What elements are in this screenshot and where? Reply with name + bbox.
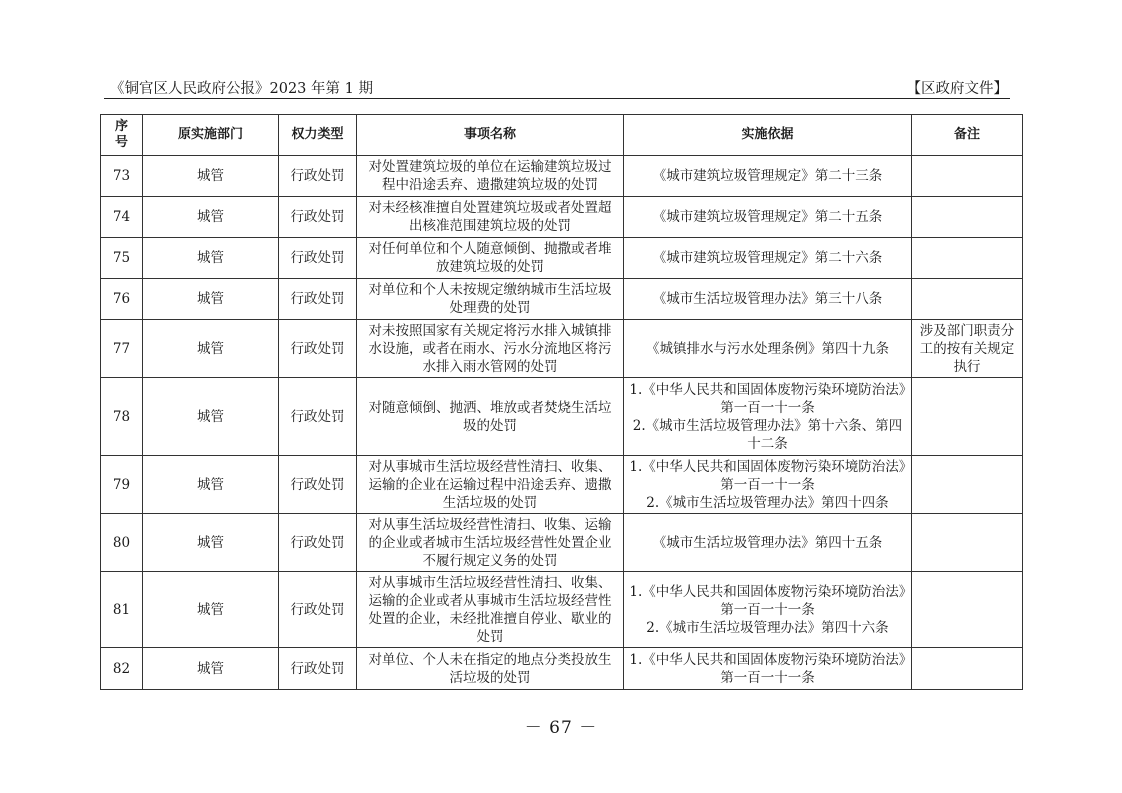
table-row	[101, 514, 1023, 572]
cell-type: 行政处罚	[279, 279, 357, 320]
cell-type: 行政处罚	[279, 238, 357, 279]
cell-note	[912, 572, 1023, 648]
cell-note	[912, 648, 1023, 690]
cell-dept: 城管	[143, 156, 279, 197]
column-header-note: 备注	[912, 115, 1023, 156]
cell-seq: 74	[101, 197, 143, 238]
cell-seq: 78	[101, 378, 143, 456]
cell-dept: 城管	[143, 514, 279, 572]
cell-basis: 1.《中华人民共和国固体废物污染环境防治法》第一百一十一条 2.《城市生活垃圾管理办法》第十六条、第四十二条	[624, 378, 912, 456]
cell-basis: 《城市生活垃圾管理办法》第三十八条	[624, 279, 912, 320]
cell-dept: 城管	[143, 456, 279, 514]
cell-type: 行政处罚	[279, 320, 357, 378]
page-number: － 67 －	[524, 718, 598, 738]
cell-note	[912, 456, 1023, 514]
cell-basis: 1.《中华人民共和国固体废物污染环境防治法》第一百一十一条 2.《城市生活垃圾管理办法》第四十四条	[624, 456, 912, 514]
cell-item: 对任何单位和个人随意倾倒、抛撒或者堆放建筑垃圾的处罚	[357, 238, 624, 279]
cell-seq: 76	[101, 279, 143, 320]
cell-type: 行政处罚	[279, 648, 357, 690]
cell-item: 对从事城市生活垃圾经营性清扫、收集、运输的企业在运输过程中沿途丢弃、遗撒生活垃圾的处罚	[357, 456, 624, 514]
page-header	[104, 76, 1010, 99]
cell-basis: 《城市建筑垃圾管理规定》第二十六条	[624, 238, 912, 279]
cell-item: 对单位和个人未按规定缴纳城市生活垃圾处理费的处罚	[357, 279, 624, 320]
cell-note	[912, 378, 1023, 456]
table-row	[101, 320, 1023, 378]
cell-item: 对从事城市生活垃圾经营性清扫、收集、运输的企业或者从事城市生活垃圾经营性处置的企业，未经批准擅自停业、歇业的处罚	[357, 572, 624, 648]
cell-type: 行政处罚	[279, 514, 357, 572]
cell-seq: 81	[101, 572, 143, 648]
cell-note	[912, 514, 1023, 572]
column-header-basis: 实施依据	[624, 115, 912, 156]
cell-type: 行政处罚	[279, 572, 357, 648]
table-row	[101, 279, 1023, 320]
cell-item: 对未经核准擅自处置建筑垃圾或者处置超出核准范围建筑垃圾的处罚	[357, 197, 624, 238]
cell-basis: 《城市建筑垃圾管理规定》第二十五条	[624, 197, 912, 238]
cell-dept: 城管	[143, 378, 279, 456]
table-row	[101, 456, 1023, 514]
cell-item: 对从事生活垃圾经营性清扫、收集、运输的企业或者城市生活垃圾经营性处置企业不履行规定义务的处罚	[357, 514, 624, 572]
table-row	[101, 156, 1023, 197]
power-list-table	[100, 114, 1023, 690]
cell-seq: 77	[101, 320, 143, 378]
cell-dept: 城管	[143, 238, 279, 279]
table-row	[101, 238, 1023, 279]
column-header-item: 事项名称	[357, 115, 624, 156]
cell-seq: 75	[101, 238, 143, 279]
section-label: 【区政府文件】	[906, 81, 1008, 97]
cell-dept: 城管	[143, 648, 279, 690]
cell-note	[912, 238, 1023, 279]
cell-seq: 80	[101, 514, 143, 572]
cell-type: 行政处罚	[279, 156, 357, 197]
cell-item: 对单位、个人未在指定的地点分类投放生活垃圾的处罚	[357, 648, 624, 690]
cell-basis: 1.《中华人民共和国固体废物污染环境防治法》第一百一十一条 2.《城市生活垃圾管理办法》第四十六条	[624, 572, 912, 648]
cell-type: 行政处罚	[279, 378, 357, 456]
cell-type: 行政处罚	[279, 456, 357, 514]
table-row	[101, 648, 1023, 690]
table-header-row	[101, 115, 1023, 156]
cell-note: 涉及部门职责分工的按有关规定执行	[912, 320, 1023, 378]
cell-seq: 73	[101, 156, 143, 197]
column-header-type: 权力类型	[279, 115, 357, 156]
table-row	[101, 572, 1023, 648]
cell-type: 行政处罚	[279, 197, 357, 238]
cell-dept: 城管	[143, 197, 279, 238]
table-body	[101, 156, 1023, 690]
cell-item: 对未按照国家有关规定将污水排入城镇排水设施，或者在雨水、污水分流地区将污水排入雨水管网的处罚	[357, 320, 624, 378]
cell-dept: 城管	[143, 572, 279, 648]
cell-note	[912, 279, 1023, 320]
cell-basis: 《城市建筑垃圾管理规定》第二十三条	[624, 156, 912, 197]
cell-basis: 《城镇排水与污水处理条例》第四十九条	[624, 320, 912, 378]
table-row	[101, 197, 1023, 238]
cell-note	[912, 156, 1023, 197]
cell-basis: 《城市生活垃圾管理办法》第四十五条	[624, 514, 912, 572]
column-header-seq: 序号	[101, 115, 143, 156]
cell-dept: 城管	[143, 320, 279, 378]
cell-item: 对随意倾倒、抛洒、堆放或者焚烧生活垃圾的处罚	[357, 378, 624, 456]
cell-basis: 1.《中华人民共和国固体废物污染环境防治法》第一百一十一条	[624, 648, 912, 690]
table-row	[101, 378, 1023, 456]
cell-dept: 城管	[143, 279, 279, 320]
cell-note	[912, 197, 1023, 238]
cell-seq: 82	[101, 648, 143, 690]
column-header-dept: 原实施部门	[143, 115, 279, 156]
bulletin-title: 《铜官区人民政府公报》2023 年第 1 期	[110, 81, 373, 97]
cell-seq: 79	[101, 456, 143, 514]
cell-item: 对处置建筑垃圾的单位在运输建筑垃圾过程中沿途丢弃、遗撒建筑垃圾的处罚	[357, 156, 624, 197]
